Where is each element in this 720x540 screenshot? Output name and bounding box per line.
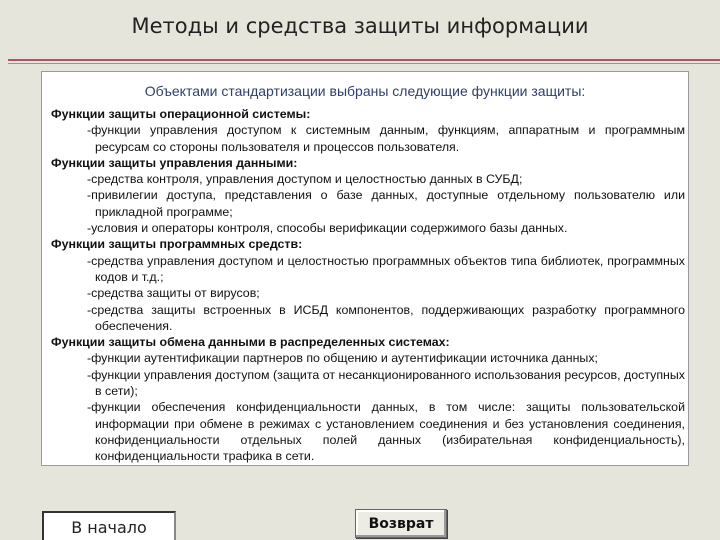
title-divider: [8, 59, 720, 61]
title-divider-thin: [8, 63, 720, 64]
list-item: -условия и операторы контроля, способы верификации содержимого базы данных.: [87, 221, 568, 236]
panel-subtitle: Объектами стандартизации выбраны следующие функции защиты:: [144, 83, 586, 99]
list-item: -привилегии доступа, представления о базе данных, доступные отдельному пользователю или прикладной программе;: [87, 188, 685, 219]
list-item: -средства управления доступом и целостностью программных объектов типа библиотек, программных кодов и т.д.;: [87, 253, 685, 284]
content-panel: [41, 71, 689, 466]
list-item: -средства защиты встроенных в ИСБД компонентов, поддерживающих разработку программного обеспечения.: [87, 302, 685, 333]
list-item: -средства защиты от вирусов;: [87, 286, 260, 301]
list-item: -функции аутентификации партнеров по общению и аутентификации источника данных;: [87, 351, 598, 366]
list-item: -средства контроля, управления доступом и целостностью данных в СУБД;: [87, 172, 523, 187]
section-heading-os: Функции защиты операционной системы:: [51, 107, 311, 121]
content-body: [51, 106, 685, 465]
section-heading-distributed-exchange: Функции защиты обмена данными в распределенных системах:: [51, 335, 450, 350]
list-item: -функции обеспечения конфиденциальности данных, в том числе: защиты пользовательской информации при обмене в режимах с установлением соединения и без установления соединения, конфиденциальности отдельных полей данных (избирательная конфиденциальность), конфиденциальности трафика в сети.: [87, 400, 685, 464]
slide-title: Методы и средства защиты информации: [131, 14, 589, 38]
section-heading-software: Функции защиты программных средств:: [51, 237, 303, 252]
back-button[interactable]: Возврат: [355, 509, 447, 538]
list-item: -функции управления доступом к системным данным, функциям, аппаратным и программным ресурсам со стороны пользователя и процессов пользователя.: [87, 123, 685, 154]
list-item: -функции управления доступом (защита от несанкционированного использования ресурсов, доступных в сети);: [87, 367, 685, 399]
home-button[interactable]: В начало: [42, 511, 176, 540]
section-heading-data-management: Функции защиты управления данными:: [51, 155, 298, 170]
